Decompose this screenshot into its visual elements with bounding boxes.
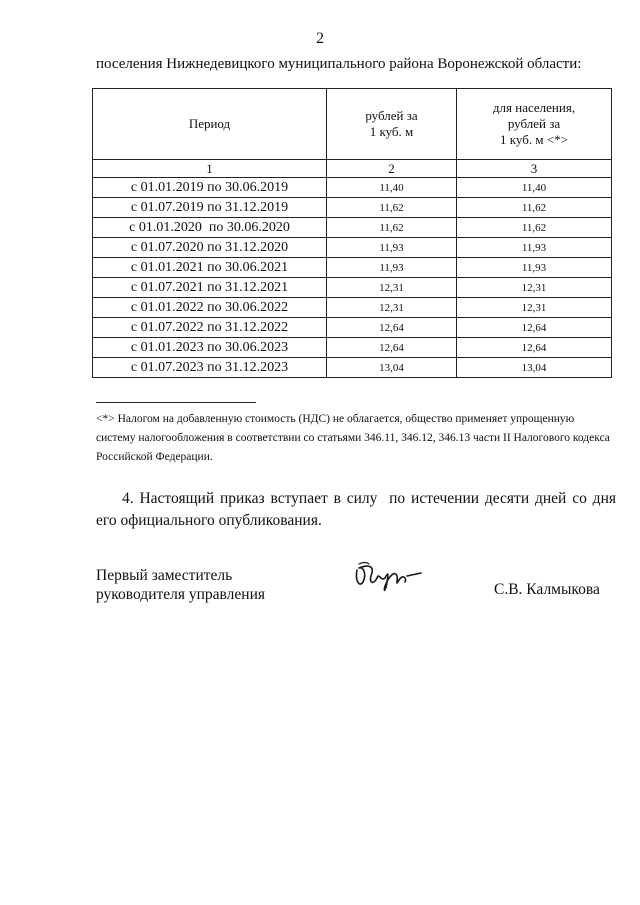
tariff-table — [92, 88, 612, 378]
rate-cell: 13,04 — [327, 358, 457, 378]
signer-title — [96, 566, 265, 604]
footnote: <*> Налогом на добавленную стоимость (НДС) не облагается, общество применяет упрощенную систему налогообложения в соответствии со статьями 346.11, 346.12, 346.13 части II Налогового кодекса Российской Федерации. — [96, 413, 610, 463]
population-rate-cell: 12,31 — [457, 278, 612, 298]
column-number: 1 — [93, 160, 327, 178]
population-rate-cell: 12,64 — [457, 338, 612, 358]
table-row — [93, 338, 612, 358]
paragraph-4: 4. Настоящий приказ вступает в силу по истечении десяти дней со дня его официального опубликования. — [96, 490, 620, 529]
rate-cell: 11,40 — [327, 178, 457, 198]
population-rate-cell: 12,64 — [457, 318, 612, 338]
table-row — [93, 218, 612, 238]
rate-cell: 12,31 — [327, 298, 457, 318]
header-population-line2: рублей за — [507, 116, 561, 131]
table-row — [93, 258, 612, 278]
header-rate — [327, 89, 457, 160]
period-cell: с 01.01.2019 по 30.06.2019 — [93, 178, 327, 198]
header-population-rate — [457, 89, 612, 160]
period-cell: с 01.07.2019 по 31.12.2019 — [93, 198, 327, 218]
table-row — [93, 318, 612, 338]
rate-cell: 12,64 — [327, 338, 457, 358]
population-rate-cell: 13,04 — [457, 358, 612, 378]
rate-cell: 12,31 — [327, 278, 457, 298]
header-population-line3: 1 куб. м <*> — [500, 132, 568, 147]
header-period-label: Период — [188, 116, 231, 131]
column-number: 2 — [327, 160, 457, 178]
header-population-line1: для населения, — [492, 100, 576, 115]
population-rate-cell: 11,93 — [457, 258, 612, 278]
signer-name: С.В. Калмыкова — [494, 581, 600, 598]
period-cell: с 01.01.2022 по 30.06.2022 — [93, 298, 327, 318]
period-cell: с 01.01.2023 по 30.06.2023 — [93, 338, 327, 358]
period-cell: с 01.07.2021 по 31.12.2021 — [93, 278, 327, 298]
period-cell: с 01.01.2020 по 30.06.2020 — [93, 218, 327, 238]
signer-title-line2: руководителя управления — [96, 586, 266, 603]
header-period — [93, 89, 327, 160]
table-header-row — [93, 89, 612, 160]
rate-cell: 11,93 — [327, 238, 457, 258]
table-row — [93, 298, 612, 318]
signer-title-line1: Первый заместитель — [96, 567, 233, 584]
header-rate-line1: рублей за — [365, 108, 418, 123]
table-row — [93, 358, 612, 378]
intro-line: поселения Нижнедевицкого муниципального района Воронежской области: — [96, 56, 582, 72]
period-cell: с 01.07.2022 по 31.12.2022 — [93, 318, 327, 338]
population-rate-cell: 11,93 — [457, 238, 612, 258]
population-rate-cell: 11,62 — [457, 198, 612, 218]
header-rate-line2: 1 куб. м — [369, 124, 414, 139]
column-number-row — [93, 160, 612, 178]
footnote-divider — [96, 402, 256, 403]
population-rate-cell: 12,31 — [457, 298, 612, 318]
handwritten-signature — [349, 552, 429, 602]
rate-cell: 11,93 — [327, 258, 457, 278]
population-rate-cell: 11,40 — [457, 178, 612, 198]
rate-cell: 11,62 — [327, 198, 457, 218]
population-rate-cell: 11,62 — [457, 218, 612, 238]
rate-cell: 11,62 — [327, 218, 457, 238]
table-row — [93, 198, 612, 218]
period-cell: с 01.01.2021 по 30.06.2021 — [93, 258, 327, 278]
table-row — [93, 278, 612, 298]
table-row — [93, 238, 612, 258]
period-cell: с 01.07.2020 по 31.12.2020 — [93, 238, 327, 258]
column-number: 3 — [457, 160, 612, 178]
period-cell: с 01.07.2023 по 31.12.2023 — [93, 358, 327, 378]
page-number: 2 — [316, 30, 324, 47]
rate-cell: 12,64 — [327, 318, 457, 338]
table-row — [93, 178, 612, 198]
